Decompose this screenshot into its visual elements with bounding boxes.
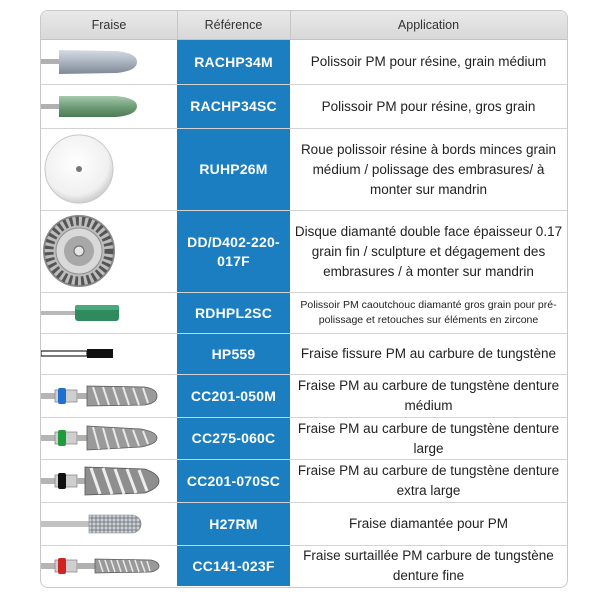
green-rubber-polisher-icon: [41, 293, 177, 333]
reference-cell: RACHP34M: [177, 40, 290, 84]
tool-image-cell: [41, 129, 177, 210]
blue-ring-carbide-bur-icon: [41, 375, 177, 417]
table-row: [41, 503, 567, 546]
product-table: [40, 10, 568, 588]
application-cell: Fraise fissure PM au carbure de tungstène: [300, 346, 557, 361]
table-row: [41, 460, 567, 503]
table-row: [41, 129, 567, 211]
table-header: [41, 11, 567, 40]
tool-image-cell: [41, 460, 177, 502]
application-cell: Disque diamanté double face épaisseur 0.17 grain fin / sculpture et dégagement des embrasures / à monter sur mandrin: [294, 223, 563, 279]
polisher-wheel-icon: [41, 129, 177, 210]
table-row: [41, 375, 567, 418]
header-application: Application: [397, 18, 460, 32]
black-ring-carbide-bur-icon: [41, 460, 177, 502]
table-row: [41, 211, 567, 293]
green-polisher-bullet-icon: [41, 85, 177, 128]
tool-image-cell: [41, 375, 177, 417]
header-fraise: Fraise: [91, 18, 127, 32]
reference-cell: CC201-070SC: [177, 460, 290, 502]
diamond-bur-icon: [41, 503, 177, 545]
application-cell: Fraise PM au carbure de tungstène denture large: [297, 420, 560, 456]
reference-cell: CC201-050M: [177, 375, 290, 417]
table-row: [41, 293, 567, 334]
reference-cell: CC275-060C: [177, 418, 290, 459]
application-cell: Roue polissoir résine à bords minces grain médium / polissage des embrasures/ à monter sur mandrin: [300, 141, 557, 197]
green-ring-carbide-bur-icon: [41, 418, 177, 459]
tool-image-cell: [41, 85, 177, 128]
tool-image-cell: [41, 211, 177, 292]
table-row: [41, 85, 567, 129]
reference-cell: HP559: [177, 334, 290, 374]
tool-image-cell: [41, 293, 177, 333]
reference-cell: H27RM: [177, 503, 290, 545]
diamond-disc-icon: [41, 211, 177, 292]
red-ring-carbide-bur-icon: [41, 546, 177, 586]
tool-image-cell: [41, 334, 177, 374]
application-cell: Fraise PM au carbure de tungstène denture extra large: [297, 463, 560, 498]
application-cell: Polissoir PM caoutchouc diamanté gros grain pour pré-polissage et retouches sur éléments en zircone: [300, 299, 557, 326]
tool-image-cell: [41, 418, 177, 459]
application-cell: Polissoir PM pour résine, grain médium: [310, 54, 547, 69]
table-row: [41, 334, 567, 375]
reference-cell: CC141-023F: [177, 546, 290, 586]
application-cell: Fraise surtaillée PM carbure de tungstène denture fine: [303, 548, 554, 583]
tool-image-cell: [41, 503, 177, 545]
table-row: [41, 40, 567, 85]
fissure-bur-icon: [41, 334, 177, 374]
reference-cell: DD/D402-220-017F: [177, 211, 290, 292]
grey-polisher-bullet-icon: [41, 40, 177, 84]
reference-cell: RACHP34SC: [177, 85, 290, 128]
reference-cell: RDHPL2SC: [177, 293, 290, 333]
reference-cell: RUHP26M: [177, 129, 290, 210]
application-cell: Polissoir PM pour résine, gros grain: [321, 98, 536, 114]
table-row: [41, 418, 567, 460]
tool-image-cell: [41, 40, 177, 84]
table-row: [41, 546, 567, 586]
tool-image-cell: [41, 546, 177, 586]
header-reference: Référence: [204, 18, 263, 32]
application-cell: Fraise PM au carbure de tungstène denture médium: [297, 378, 560, 413]
application-cell: Fraise diamantée pour PM: [348, 516, 509, 531]
